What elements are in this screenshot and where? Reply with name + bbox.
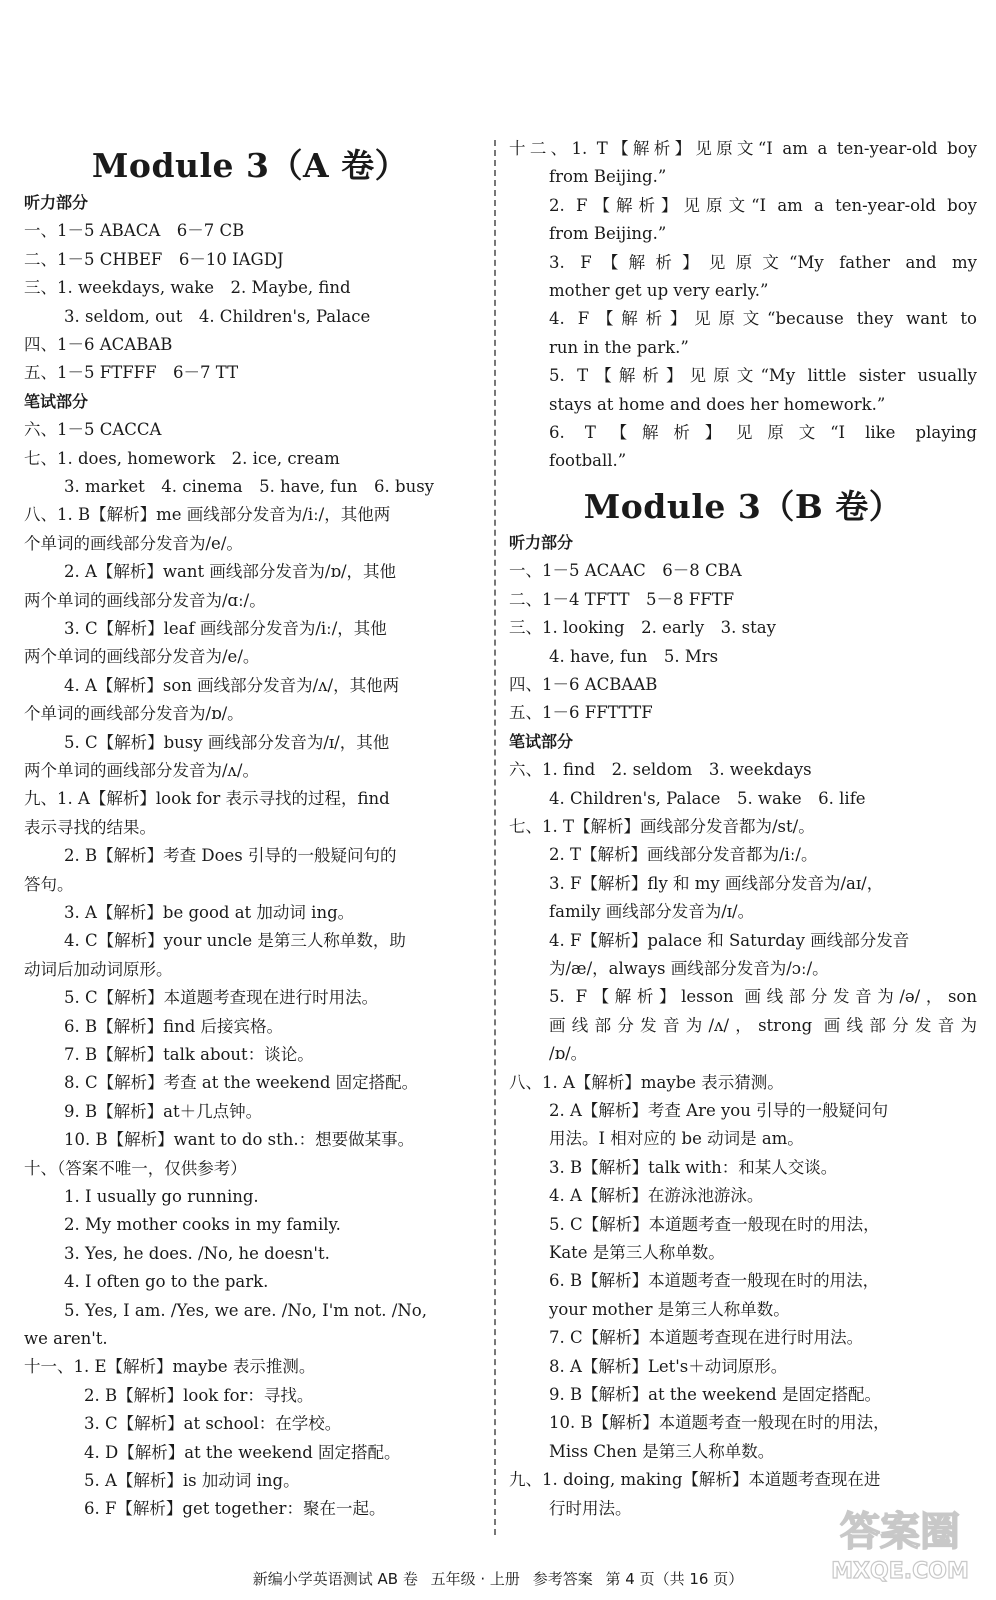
answer-line: 5. Yes, I am. /Yes, we are. /No, I'm not. /No,	[64, 1300, 427, 1320]
answer-line: 7. C【解析】本道题考查现在进行时用法。	[549, 1328, 864, 1348]
answer-line: 二、1－5 CHBEF 6－10 IAGDJ	[24, 249, 284, 269]
answer-line: 4. D【解析】at the weekend 固定搭配。	[84, 1442, 401, 1462]
answer-line: 5. C【解析】busy 画线部分发音为/ɪ/，其他	[64, 732, 390, 752]
answer-line: 8. A【解析】Let's＋动词原形。	[549, 1356, 788, 1376]
answer-line: 8. C【解析】考查 at the weekend 固定搭配。	[64, 1073, 419, 1093]
answer-line: 5. F【解析】lesson 画线部分发音为/ə/，son	[549, 987, 977, 1007]
answer-line: 行时用法。	[549, 1498, 632, 1518]
answer-line: 4. C【解析】your uncle 是第三人称单数，助	[64, 931, 406, 951]
footer-grade: 五年级 · 上册	[430, 1570, 520, 1588]
answer-line: 2. B【解析】look for：寻找。	[84, 1385, 314, 1405]
answer-line: 两个单词的画线部分发音为/ʌ/。	[24, 761, 259, 780]
answer-line: 二、1－4 TFTT 5－8 FFTF	[509, 589, 735, 609]
answer-line: 四、1－6 ACABAB	[24, 335, 173, 354]
answer-line: 7. B【解析】talk about：谈论。	[64, 1045, 314, 1064]
answer-line: from Beijing.”	[549, 167, 667, 187]
answer-line: 十二、1. T【解析】见原文“I am a ten-year-old boy	[509, 139, 977, 158]
answer-line: 1. I usually go running.	[64, 1187, 259, 1206]
answer-line: 4. F【解析】palace 和 Saturday 画线部分发音	[549, 930, 910, 950]
answer-line: from Beijing.”	[549, 224, 667, 244]
answer-line: 画线部分发音为/ʌ/，strong 画线部分发音为	[549, 1015, 977, 1035]
answer-line: 2. My mother cooks in my family.	[64, 1215, 341, 1235]
answer-line: /ɒ/。	[549, 1044, 588, 1064]
watermark-url: MXQE.COM	[831, 1559, 969, 1584]
answer-line: 七、1. T【解析】画线部分发音都为/st/。	[509, 817, 815, 836]
answer-line: 两个单词的画线部分发音为/e/。	[24, 647, 260, 667]
module-b-title: Module 3（B 卷）	[583, 487, 903, 526]
answer-line: 七、1. does, homework 2. ice, cream	[24, 448, 340, 468]
answer-line: 十一、1. E【解析】maybe 表示推测。	[24, 1357, 316, 1377]
answer-line: 4. I often go to the park.	[64, 1272, 269, 1292]
answer-line: 三、1. looking 2. early 3. stay	[509, 618, 776, 638]
answer-line: 6. T【解析】见原文“I like playing	[549, 423, 977, 442]
answer-line: 六、1. find 2. seldom 3. weekdays	[509, 760, 812, 780]
answer-line: 九、1. doing, making【解析】本道题考查现在进	[509, 1470, 881, 1490]
answer-line: 一、1－5 ABACA 6－7 CB	[24, 221, 245, 241]
section-heading: 听力部分	[509, 533, 574, 552]
answer-line: 用法。I 相对应的 be 动词是 am。	[549, 1129, 804, 1149]
answer-line: 9. B【解析】at＋几点钟。	[64, 1101, 263, 1121]
footer-page-number: 第 4 页（共 16 页）	[605, 1570, 744, 1588]
section-heading: 听力部分	[24, 193, 89, 212]
answer-line: 6. B【解析】本道题考查一般现在时的用法，	[549, 1271, 880, 1291]
answer-line: 两个单词的画线部分发音为/ɑː/。	[24, 590, 266, 610]
answer-line: 答句。	[24, 874, 74, 894]
column-divider	[494, 140, 496, 1535]
answer-line: Miss Chen 是第三人称单数。	[549, 1441, 775, 1461]
answer-line: 六、1－5 CACCA	[24, 420, 162, 440]
answer-line: 2. B【解析】考查 Does 引导的一般疑问句的	[64, 846, 397, 866]
footer-book-title: 新编小学英语测试 AB 卷	[252, 1570, 418, 1588]
answer-line: 2. A【解析】考查 Are you 引导的一般疑问句	[549, 1101, 889, 1120]
answer-line: 4. have, fun 5. Mrs	[549, 646, 719, 666]
watermark-text: 答案圈	[840, 1509, 960, 1555]
answer-line: 10. B【解析】want to do sth.：想要做某事。	[64, 1130, 415, 1150]
answer-line: run in the park.”	[549, 337, 689, 357]
answer-line: family 画线部分发音为/ɪ/。	[549, 902, 755, 922]
answer-line: 个单词的画线部分发音为/ɒ/。	[24, 704, 244, 724]
answer-line: stays at home and does her homework.”	[549, 394, 886, 414]
answer-line: 4. F【解析】见原文“because they want to	[549, 309, 977, 329]
answer-line: 八、1. B【解析】me 画线部分发音为/iː/，其他两	[24, 505, 391, 525]
watermark-logo	[815, 1490, 985, 1590]
answer-line: your mother 是第三人称单数。	[549, 1299, 790, 1319]
answer-line: 为/æ/，always 画线部分发音为/ɔː/。	[549, 959, 829, 978]
answer-line: 八、1. A【解析】maybe 表示猜测。	[509, 1072, 784, 1092]
answer-line: 2. A【解析】want 画线部分发音为/ɒ/，其他	[64, 562, 397, 582]
answer-line: 3. C【解析】leaf 画线部分发音为/iː/，其他	[64, 619, 387, 638]
answer-line: 2. T【解析】画线部分发音都为/iː/。	[549, 845, 818, 865]
answer-line: 三、1. weekdays, wake 2. Maybe, find	[24, 278, 351, 298]
answer-line: 3. B【解析】talk with：和某人交谈。	[549, 1157, 838, 1177]
answer-line: 3. C【解析】at school：在学校。	[84, 1414, 342, 1434]
answer-line: 3. Yes, he does. /No, he doesn't.	[64, 1243, 330, 1263]
module-a-title: Module 3（A 卷）	[91, 146, 409, 185]
section-heading: 笔试部分	[24, 391, 89, 411]
answer-line: 9. B【解析】at the weekend 是固定搭配。	[549, 1385, 881, 1404]
answer-line: 4. A【解析】son 画线部分发音为/ʌ/，其他两	[64, 675, 400, 695]
answer-line: mother get up very early.”	[549, 281, 769, 300]
answer-line: 一、1－5 ACAAC 6－8 CBA	[509, 561, 742, 581]
answer-line: 五、1－6 FFTTTF	[509, 703, 653, 723]
section-heading: 笔试部分	[509, 731, 574, 751]
footer-section: 参考答案	[532, 1570, 593, 1588]
answer-line: 3. A【解析】be good at 加动词 ing。	[64, 903, 355, 922]
answer-line: 6. B【解析】find 后接宾格。	[64, 1016, 284, 1036]
answer-line: we aren't.	[24, 1329, 108, 1348]
answer-line: Kate 是第三人称单数。	[549, 1243, 725, 1262]
answer-line: 3. F【解析】fly 和 my 画线部分发音为/aɪ/，	[549, 873, 884, 893]
answer-line: 四、1－6 ACBAAB	[509, 675, 658, 694]
answer-line: 五、1－5 FTFFF 6－7 TT	[24, 363, 239, 383]
answer-line: 个单词的画线部分发音为/e/。	[24, 533, 243, 553]
answer-line: 4. Children's, Palace 5. wake 6. life	[549, 788, 866, 808]
answer-line: 九、1. A【解析】look for 表示寻找的过程，find	[24, 789, 390, 809]
answer-line: 2. F【解析】见原文“I am a ten-year-old boy	[549, 195, 977, 215]
answer-line: 5. A【解析】is 加动词 ing。	[84, 1471, 300, 1490]
answer-line: 5. C【解析】本道题考查现在进行时用法。	[64, 988, 379, 1008]
answer-line: 5. C【解析】本道题考查一般现在时的用法，	[549, 1214, 880, 1234]
answer-line: football.”	[549, 451, 627, 471]
answer-line: 3. seldom, out 4. Children's, Palace	[64, 306, 371, 326]
answer-line: 5. T【解析】见原文“My little sister usually	[549, 366, 977, 386]
answer-line: 十、（答案不唯一，仅供参考）	[24, 1158, 247, 1178]
answer-line: 6. F【解析】get together：聚在一起。	[84, 1499, 386, 1519]
answer-line: 3. market 4. cinema 5. have, fun 6. busy	[64, 477, 434, 496]
answer-line: 4. A【解析】在游泳池游泳。	[549, 1186, 764, 1206]
answer-line: 动词后加动词原形。	[24, 959, 173, 979]
answer-line: 3. F【解析】见原文“My father and my	[549, 252, 977, 272]
answer-line: 表示寻找的结果。	[24, 817, 156, 837]
answer-line: 10. B【解析】本道题考查一般现在时的用法，	[549, 1413, 890, 1433]
